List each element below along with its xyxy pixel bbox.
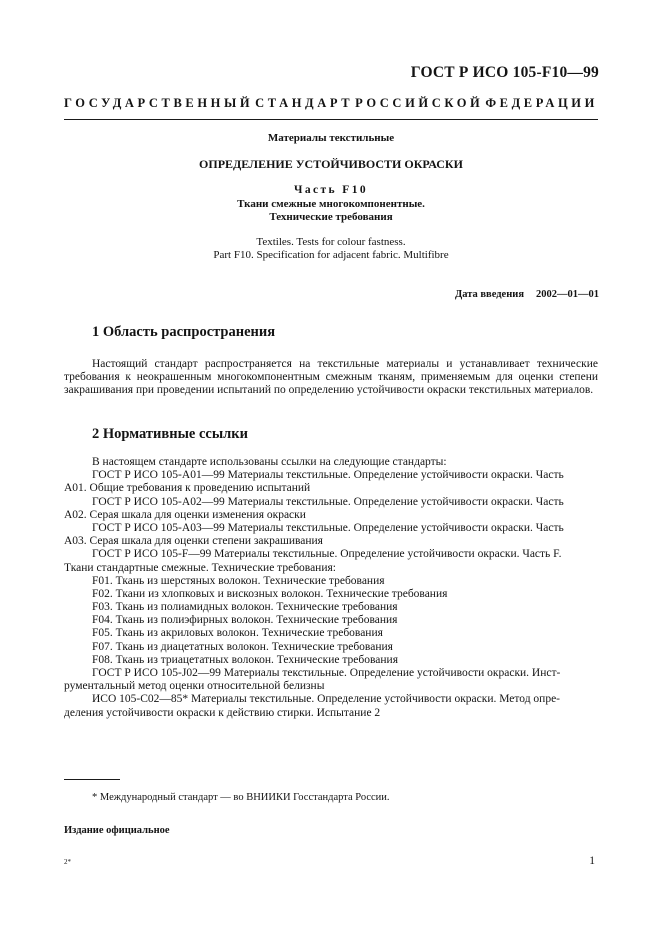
state-standard-title <box>64 96 598 111</box>
official-edition-label: Издание официальное <box>64 825 170 836</box>
document-title: ОПРЕДЕЛЕНИЕ УСТОЙЧИВОСТИ ОКРАСКИ <box>199 157 463 171</box>
reference-line: F08. Ткань из триацетатных волокон. Технические требования <box>92 653 398 666</box>
intro-date-label: Дата введения <box>455 289 524 300</box>
reference-line: F04. Ткань из полиэфирных волокон. Технические требования <box>92 614 398 627</box>
reference-line: А02. Серая шкала для оценки изменения окраски <box>64 508 306 521</box>
reference-line: В настоящем стандарте использованы ссылки на следующие стандарты: <box>92 456 447 468</box>
english-title-line: Part F10. Specification for adjacent fabric. Multifibre <box>213 249 449 261</box>
subtitle-line: Ткани смежные многокомпонентные. <box>237 198 425 210</box>
reference-line: ГОСТ Р ИСО 105-F—99 Материалы текстильные. Определение устойчивости окраски. Часть F. <box>92 548 562 561</box>
reference-line: ГОСТ Р ИСО 105-А03—99 Материалы текстильные. Определение устойчивости окраски. Часть <box>92 521 564 534</box>
reference-line: ГОСТ Р ИСО 105-J02—99 Материалы текстильные. Определение устойчивости окраски. Инст- <box>92 667 561 679</box>
reference-line: ИСО 105-С02—85* Материалы текстильные. Определение устойчивости окраски. Метод опре- <box>92 693 561 706</box>
category-label: Материалы текстильные <box>267 132 395 144</box>
reference-line: F05. Ткань из акриловых волокон. Технические требования <box>92 627 383 640</box>
document-code: ГОСТ Р ИСО 105-F10—99 <box>410 64 599 81</box>
reference-line: рументальный метод оценки относительной белизны <box>64 680 325 693</box>
footnote-divider <box>64 779 120 780</box>
state-title-word: РОССИЙСКОЙ <box>355 96 484 110</box>
part-label: Часть F10 <box>293 184 369 196</box>
section-heading: 2 Нормативные ссылки <box>92 426 248 442</box>
reference-line: F02. Ткани из хлопковых и вискозных волокон. Технические требования <box>92 587 448 600</box>
introduction-date <box>455 289 599 300</box>
english-title-line: Textiles. Tests for colour fastness. <box>256 236 406 248</box>
header-divider <box>64 119 598 120</box>
reference-line: А03. Серая шкала для оценки степени закрашивания <box>64 535 323 548</box>
state-title-word: СТАНДАРТ <box>255 96 354 110</box>
reference-line: ГОСТ Р ИСО 105-А01—99 Материалы текстильные. Определение устойчивости окраски. Часть <box>92 469 564 482</box>
page-mark: 2* <box>64 858 71 866</box>
reference-line: деления устойчивости окраски к действию стирки. Испытание 2 <box>64 706 381 719</box>
page-number: 1 <box>589 855 595 867</box>
normative-references-list <box>64 456 598 720</box>
scope-text: Настоящий стандарт распространяется на текстильные материалы и устанавливает технические требования к неокрашенным многокомпонентным смежным тканям, применяемым для оценки степени закрашивания при проведении испытаний по определению устойчивости окраски текстильных материалов. <box>64 358 598 397</box>
footnote: * Международный стандарт — во ВНИИКИ Госстандарта России. <box>92 792 390 803</box>
state-title-word: ФЕДЕРАЦИИ <box>485 96 598 110</box>
scope-paragraph <box>64 358 598 398</box>
intro-date-value: 2002—01—01 <box>536 289 599 300</box>
section-heading: 1 Область распространения <box>92 324 276 340</box>
state-title-word: ГОСУДАРСТВЕННЫЙ <box>64 96 254 110</box>
reference-line: А01. Общие требования к проведению испытаний <box>64 482 311 495</box>
reference-line: ГОСТ Р ИСО 105-А02—99 Материалы текстильные. Определение устойчивости окраски. Часть <box>92 495 564 508</box>
reference-line: Ткани стандартные смежные. Технические требования: <box>64 561 336 574</box>
reference-line: F07. Ткань из диацетатных волокон. Технические требования <box>92 640 393 653</box>
subtitle-line: Технические требования <box>269 211 393 223</box>
reference-line: F01. Ткань из шерстяных волокон. Технические требования <box>92 574 385 587</box>
reference-line: F03. Ткань из полиамидных волокон. Технические требования <box>92 601 398 614</box>
